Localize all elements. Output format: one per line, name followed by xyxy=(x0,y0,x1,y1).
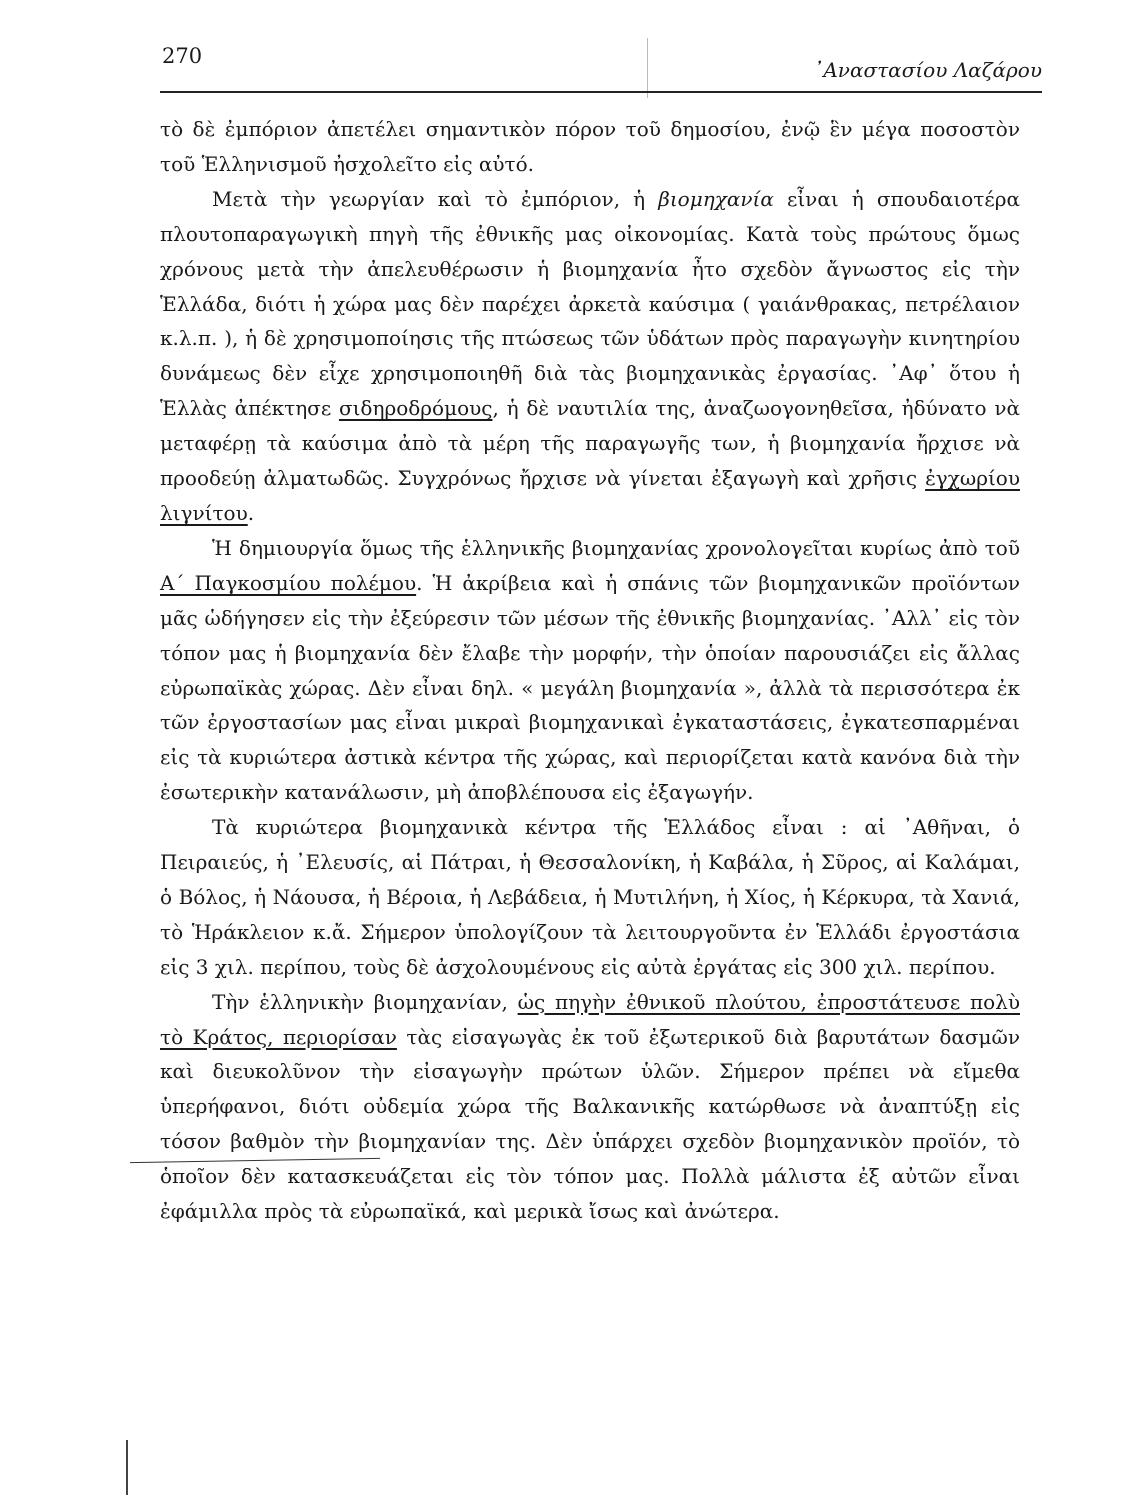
paragraph-3 xyxy=(160,531,1020,810)
p3-text-c: . Ἡ ἀκρίβεια καὶ ἡ σπάνις τῶν βιομηχανικῶν προϊόντων μᾶς ὡδήγησεν εἰς τὴν ἐξεύρεσιν τῶν μέσων τῆς ἐθνικῆς βιομηχανίας. ᾿Αλλ᾿ εἰς τὸν τόπον μας ἡ βιομηχανία δὲν ἔλαβε τὴν μορφήν, τὴν ὁποίαν παρουσιάζει εἰς ἄλλας εὐρωπαϊκὰς χώρας. Δὲν εἶναι δηλ. « μεγάλη βιομηχανία », ἀλλὰ τὰ περισσότερα ἐκ τῶν ἐργοστασίων μας εἶναι μικραὶ βιομηχανικαὶ ἐγκαταστάσεις, ἐγκατεσπαρμέναι εἰς τὰ κυριώτερα ἀστικὰ κέντρα τῆς χώρας, καὶ περιορίζεται κατὰ κανόνα διὰ τὴν ἐσωτερικὴν κατανάλωσιν, μὴ ἀποβλέπουσα εἰς ἐξαγωγήν. xyxy=(160,570,1020,805)
paragraph-1: τὸ δὲ ἐμπόριον ἀπετέλει σημαντικὸν πόρον τοῦ δημοσίου, ἐνῷ ἓν μέγα ποσοστὸν τοῦ Ἑλληνισμοῦ ἠσχολεῖτο εἰς αὐτό. xyxy=(160,117,1020,176)
p5-underline-protection: ὡς πηγὴν ἐθνικοῦ πλούτου, ἐπροστάτευσε πολὺ τὸ Κράτος, περιορίσαν xyxy=(160,989,1020,1049)
p5-text-a: Τὴν ἑλληνικὴν βιομηχανίαν, xyxy=(212,989,518,1014)
p2-underline-lignite: ἐγχωρίου λιγνίτου xyxy=(160,466,1020,525)
p2-underline-railways: σιδηροδρόμους xyxy=(338,396,493,421)
page-header xyxy=(160,38,1042,82)
p5-text-c: τὰς εἰσαγωγὰς ἐκ τοῦ ἐξωτερικοῦ διὰ βαρυτάτων δασμῶν καὶ διευκολῦνον τὴν εἰσαγωγὴν πρώτων ὑλῶν. Σήμερον πρέπει νὰ εἴμεθα ὑπερήφανοι, διότι οὐδεμία χώρα τῆς Βαλκανικῆς κατώρθωσε νὰ ἀναπτύξῃ εἰς τόσον βαθμὸν τὴν βιομηχανίαν της. Δὲν ὑπάρχει σχεδὸν βιομηχανικὸν προϊόν, τὸ ὁποῖον δὲν κατασκευάζεται εἰς τὸν τόπον μας. Πολλὰ μάλιστα ἐξ αὐτῶν εἶναι ἐφάμιλλα πρὸς τὰ εὐρωπαϊκά, καὶ μερικὰ ἴσως καὶ ἀνώτερα. xyxy=(160,1024,1020,1224)
body-text xyxy=(160,112,1020,1229)
paragraph-2 xyxy=(160,182,1020,531)
paragraph-4: Τὰ κυριώτερα βιομηχανικὰ κέντρα τῆς Ἑλλάδος εἶναι : αἱ ᾿Αθῆναι, ὁ Πειραιεύς, ἡ ᾿Ελευσίς, αἱ Πάτραι, ἡ Θεσσαλονίκη, ἡ Καβάλα, ἡ Σῦρος, αἱ Καλάμαι, ὁ Βόλος, ἡ Νάουσα, ἡ Βέροια, ἡ Λεβάδεια, ἡ Μυτιλήνη, ἡ Χίος, ἡ Κέρκυρα, τὰ Χανιά, τὸ Ἡράκλειον κ.ἄ. Σήμερον ὑπολογίζουν τὰ λειτουργοῦντα ἐν Ἑλλάδι ἐργοστάσια εἰς 3 χιλ. περίπου, τοὺς δὲ ἀσχολουμένους εἰς αὐτὰ ἐργάτας εἰς 300 χιλ. περίπου. xyxy=(160,815,1020,979)
p3-underline-world-war: Α΄ Παγκοσμίου πολέμου xyxy=(160,570,417,595)
page-number: 270 xyxy=(162,44,203,68)
p3-text-a: Ἡ δημιουργία ὅμως τῆς ἑλληνικῆς βιομηχανίας χρονολογεῖται κυρίως ἀπὸ τοῦ xyxy=(212,535,1020,560)
paragraph-5 xyxy=(160,985,1020,1229)
p2-emphasis-industry: βιομηχανία xyxy=(658,186,774,211)
margin-pencil-line xyxy=(126,1440,128,1495)
p2-text-a: Μετὰ τὴν γεωργίαν καὶ τὸ ἐμπόριον, ἡ xyxy=(212,186,659,211)
p2-text-g: . xyxy=(247,500,255,525)
p2-text-e: , ἡ δὲ ναυτιλία της, ἀναζωογονηθεῖσα, ἠδύνατο νὰ μεταφέρῃ τὰ καύσιμα ἀπὸ τὰ μέρη τῆς παραγωγῆς των, ἡ βιομηχανία ἤρχισε νὰ προοδεύῃ ἀλματωδῶς. Συγχρόνως ἤρχισε νὰ γίνεται ἐξαγωγὴ καὶ χρῆσις xyxy=(160,396,1021,491)
header-rule xyxy=(160,91,1042,93)
p2-text-c: εἶναι ἡ σπουδαιοτέρα πλουτοπαραγωγικὴ πηγὴ τῆς ἐθνικῆς μας οἰκονομίας. Κατὰ τοὺς πρώτους ὅμως χρόνους μετὰ τὴν ἀπελευθέρωσιν ἡ βιομηχανία ἦτο σχεδὸν ἄγνωστος εἰς τὴν Ἑλλάδα, διότι ἡ χώρα μας δὲν παρέχει ἀρκετὰ καύσιμα ( γαιάνθρακας, πετρέλαιον κ.λ.π. ), ἡ δὲ χρησιμοποίησις τῆς πτώσεως τῶν ὑδάτων πρὸς παραγωγὴν κινητηρίου δυνάμεως δὲν εἶχε χρησιμοποιηθῆ διὰ τὰς βιομηχανικὰς ἐργασίας. ᾿Αφ᾿ ὅτου ἡ Ἑλλὰς ἀπέκτησε xyxy=(160,186,1020,421)
running-head-author: ᾿Αναστασίου Λαζάρου xyxy=(813,58,1042,82)
